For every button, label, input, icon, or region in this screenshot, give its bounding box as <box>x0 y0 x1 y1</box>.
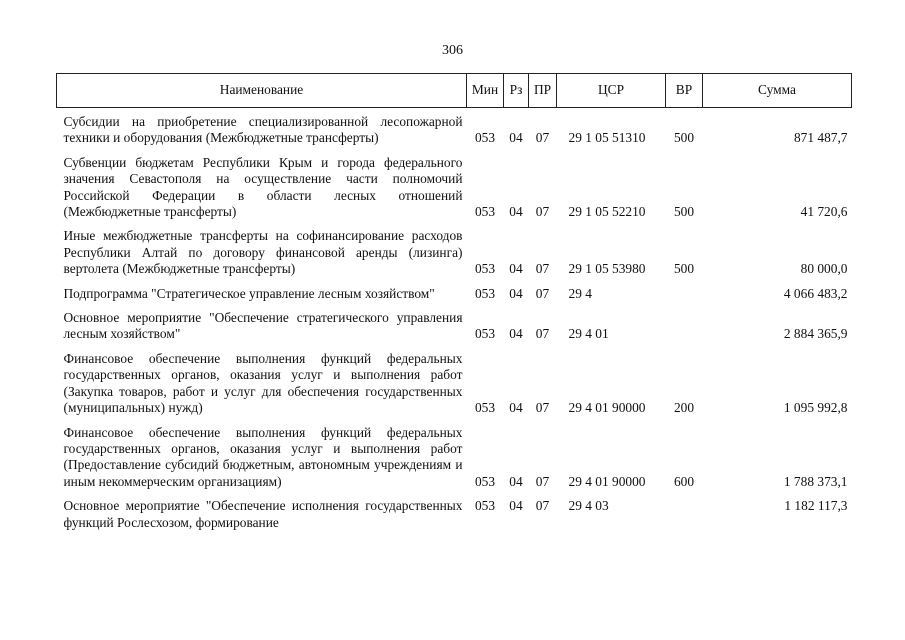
row-vr: 600 <box>673 473 695 489</box>
row-rz: 04 <box>509 130 523 146</box>
header-name: Наименование <box>57 74 467 108</box>
table-row <box>57 498 852 531</box>
row-vr: 500 <box>673 261 695 277</box>
header-min: Мин <box>467 74 504 108</box>
row-rz: 04 <box>509 498 523 514</box>
row-name: Финансовое обеспечение выполнения функций федеральных государственных органов, оказания услуг и выполнения работ (Закупка товаров, работ и услуг для обеспечения государственных (муниципальных) нужд) <box>63 350 463 416</box>
row-name: Иные межбюджетные трансферты на софинансирование расходов Республики Алтай по договору финансовой аренды (лизинга) вертолета (Межбюджетные трансферты) <box>63 228 463 277</box>
table-row <box>57 310 852 343</box>
row-sum: 4 066 483,2 <box>783 285 848 301</box>
row-name: Финансовое обеспечение выполнения функций федеральных государственных органов, оказания услуг и выполнения работ (Предоставление субсидий бюджетным, автономным учреждениям и иным некоммерческим организациям) <box>63 424 463 489</box>
row-min: 053 <box>474 261 496 277</box>
header-pr: ПР <box>529 74 557 108</box>
row-vr <box>666 286 703 302</box>
row-sum: 80 000,0 <box>800 261 848 277</box>
row-csr: 29 1 05 53980 <box>568 261 646 277</box>
row-min: 053 <box>474 285 496 301</box>
row-name: Субсидии на приобретение специализированной лесопожарной техники и оборудования (Межбюджетные трансферты) <box>63 114 463 146</box>
row-pr: 07 <box>535 400 550 416</box>
row-csr: 29 1 05 52210 <box>568 204 646 220</box>
row-min: 053 <box>474 498 496 514</box>
row-name: Основное мероприятие "Обеспечение исполнения государственных функций Рослесхозом, формирование <box>63 498 463 530</box>
row-vr: 500 <box>673 204 695 220</box>
row-rz: 04 <box>509 285 523 301</box>
table-row <box>57 351 852 417</box>
table-row <box>57 286 852 302</box>
header-csr: ЦСР <box>557 74 666 108</box>
row-vr <box>666 498 703 531</box>
row-vr: 200 <box>673 400 695 416</box>
header-vr: ВР <box>666 74 703 108</box>
row-csr: 29 1 05 51310 <box>568 130 646 146</box>
row-min: 053 <box>474 326 496 342</box>
row-pr: 07 <box>535 204 550 220</box>
row-sum: 1 788 373,1 <box>783 473 848 489</box>
row-min: 053 <box>474 130 496 146</box>
row-min: 053 <box>474 204 496 220</box>
row-pr: 07 <box>535 473 550 489</box>
row-csr: 29 4 <box>568 285 592 301</box>
table-row <box>57 155 852 221</box>
table-row <box>57 228 852 277</box>
row-min: 053 <box>474 400 496 416</box>
row-sum: 1 182 117,3 <box>784 498 848 514</box>
table-row <box>57 425 852 491</box>
row-sum: 41 720,6 <box>800 204 848 220</box>
table-row <box>57 114 852 147</box>
budget-table <box>56 73 852 531</box>
row-rz: 04 <box>509 473 523 489</box>
row-name: Основное мероприятие "Обеспечение стратегического управления лесным хозяйством" <box>63 310 463 342</box>
row-pr: 07 <box>535 130 550 146</box>
row-rz: 04 <box>509 204 523 220</box>
row-name: Субвенции бюджетам Республики Крым и города федерального значения Севастополя на осуществление части полномочий Российской Федерации в области лесных отношений (Межбюджетные трансферты) <box>63 154 463 220</box>
row-sum: 871 487,7 <box>793 130 848 146</box>
row-pr: 07 <box>535 498 550 514</box>
row-min: 053 <box>474 473 496 489</box>
row-csr: 29 4 01 <box>568 326 609 342</box>
page-number: 306 <box>442 43 463 58</box>
table-header-row <box>57 74 852 108</box>
row-sum: 1 095 992,8 <box>783 400 848 416</box>
row-rz: 04 <box>509 400 523 416</box>
row-vr <box>666 310 703 343</box>
row-sum: 2 884 365,9 <box>783 326 848 342</box>
header-rz: Рз <box>504 74 529 108</box>
row-name: Подпрограмма "Стратегическое управление лесным хозяйством" <box>63 285 435 301</box>
row-csr: 29 4 01 90000 <box>568 473 646 489</box>
row-pr: 07 <box>535 261 550 277</box>
header-sum: Сумма <box>703 74 852 108</box>
row-pr: 07 <box>535 285 550 301</box>
row-pr: 07 <box>535 326 550 342</box>
row-vr: 500 <box>673 130 695 146</box>
row-csr: 29 4 01 90000 <box>568 400 646 416</box>
row-rz: 04 <box>509 326 523 342</box>
row-csr: 29 4 03 <box>568 498 609 514</box>
row-rz: 04 <box>509 261 523 277</box>
